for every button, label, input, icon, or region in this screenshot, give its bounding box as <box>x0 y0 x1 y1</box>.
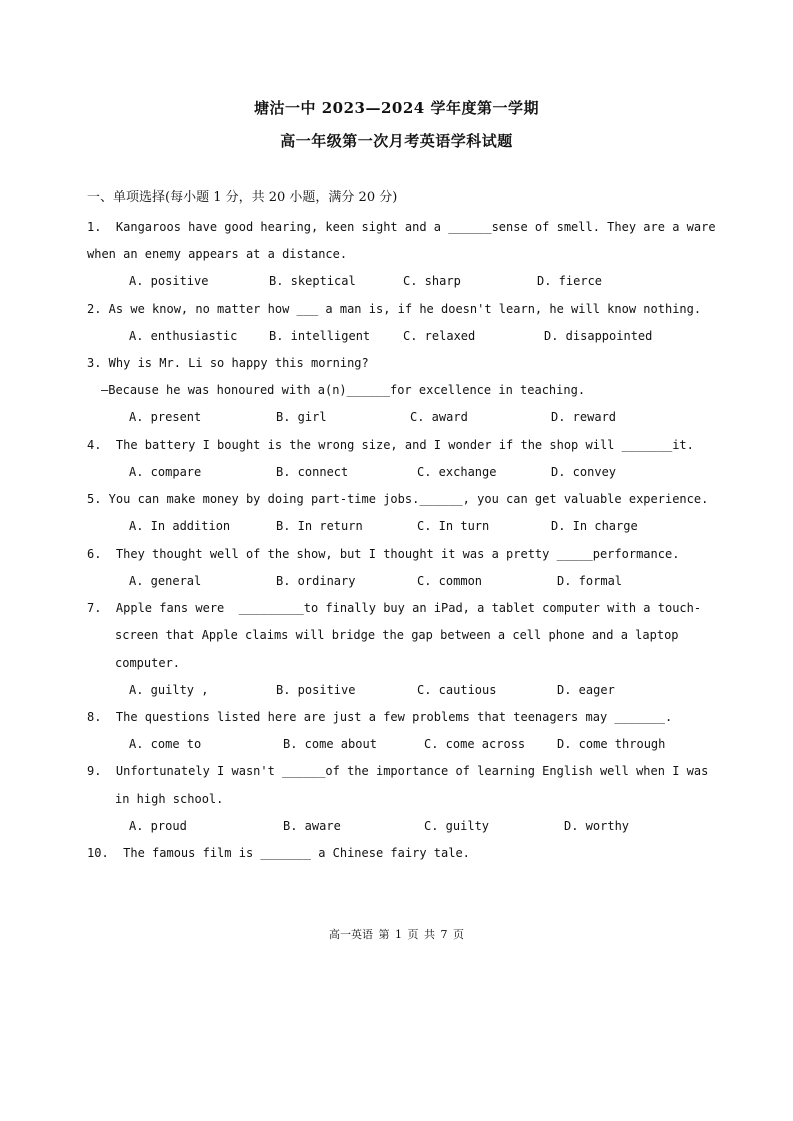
question-2-option-b[interactable]: B. intelligent <box>269 329 371 343</box>
question-6-option-c[interactable]: C. common <box>417 574 483 588</box>
question-3-option-c[interactable]: C. award <box>410 410 468 424</box>
question-1-option-d[interactable]: D. fierce <box>537 274 603 288</box>
question-5-line-1: 5. You can make money by doing part-time jobs.______, you can get valuable experience. <box>87 492 709 506</box>
page-footer: 高一英语 第 1 页 共 7 页 <box>329 928 464 941</box>
question-7-option-a[interactable]: A. guilty , <box>129 683 209 697</box>
question-8-line-1: 8. The questions listed here are just a few problems that teenagers may _______. <box>87 710 673 724</box>
question-7-option-c[interactable]: C. cautious <box>417 683 497 697</box>
question-4-option-c[interactable]: C. exchange <box>417 465 497 479</box>
question-1-option-a[interactable]: A. positive <box>129 274 209 288</box>
question-8-option-c[interactable]: C. come across <box>424 737 526 751</box>
question-7-line-3: computer. <box>115 656 181 670</box>
section-heading: 一、单项选择(每小题 1 分，共 20 小题，满分 20 分) <box>87 190 398 205</box>
question-2-line-1: 2. As we know, no matter how ___ a man is, if he doesn't learn, he will know nothing. <box>87 302 702 316</box>
question-8-option-b[interactable]: B. come about <box>283 737 377 751</box>
question-5-option-a[interactable]: A. In addition <box>129 519 231 533</box>
question-3-line-1: 3. Why is Mr. Li so happy this morning? <box>87 356 369 370</box>
question-5-option-b[interactable]: B. In return <box>276 519 363 533</box>
question-9-option-c[interactable]: C. guilty <box>424 819 490 833</box>
question-2-option-a[interactable]: A. enthusiastic <box>129 329 238 343</box>
question-9-line-1: 9. Unfortunately I wasn't ______of the importance of learning English well when I was <box>87 764 709 778</box>
question-10-line-1: 10. The famous film is _______ a Chinese fairy tale. <box>87 846 470 860</box>
question-6-option-a[interactable]: A. general <box>129 574 202 588</box>
question-3-option-d[interactable]: D. reward <box>551 410 617 424</box>
question-7-option-b[interactable]: B. positive <box>276 683 356 697</box>
question-7-line-1: 7. Apple fans were _________to finally buy an iPad, a tablet computer with a touch- <box>87 601 702 615</box>
question-3-option-b[interactable]: B. girl <box>276 410 327 424</box>
question-5-option-d[interactable]: D. In charge <box>551 519 638 533</box>
question-9-option-a[interactable]: A. proud <box>129 819 187 833</box>
question-4-option-a[interactable]: A. compare <box>129 465 202 479</box>
question-5-option-c[interactable]: C. In turn <box>417 519 490 533</box>
question-1-line-2: when an enemy appears at a distance. <box>87 247 348 261</box>
question-1-line-1: 1. Kangaroos have good hearing, keen sight and a ______sense of smell. They are a ware <box>87 220 716 234</box>
question-2-option-d[interactable]: D. disappointed <box>544 329 653 343</box>
question-4-option-d[interactable]: D. convey <box>551 465 617 479</box>
document-subtitle: 高一年级第一次月考英语学科试题 <box>280 132 513 150</box>
question-6-option-b[interactable]: B. ordinary <box>276 574 356 588</box>
question-7-option-d[interactable]: D. eager <box>557 683 615 697</box>
document-title: 塘沽一中 2023—2024 学年度第一学期 <box>254 99 539 117</box>
question-9-line-2: in high school. <box>115 792 224 806</box>
question-9-option-d[interactable]: D. worthy <box>564 819 630 833</box>
question-4-line-1: 4. The battery I bought is the wrong size, and I wonder if the shop will _______it. <box>87 438 694 452</box>
question-6-line-1: 6. They thought well of the show, but I thought it was a pretty _____performance. <box>87 547 680 561</box>
question-3-line-2: —Because he was honoured with a(n)______for excellence in teaching. <box>101 383 586 397</box>
question-1-option-c[interactable]: C. sharp <box>403 274 461 288</box>
question-8-option-d[interactable]: D. come through <box>557 737 666 751</box>
question-8-option-a[interactable]: A. come to <box>129 737 202 751</box>
question-4-option-b[interactable]: B. connect <box>276 465 349 479</box>
question-7-line-2: screen that Apple claims will bridge the gap between a cell phone and a laptop <box>115 628 679 642</box>
question-3-option-a[interactable]: A. present <box>129 410 202 424</box>
question-6-option-d[interactable]: D. formal <box>557 574 623 588</box>
question-9-option-b[interactable]: B. aware <box>283 819 341 833</box>
question-1-option-b[interactable]: B. skeptical <box>269 274 356 288</box>
question-2-option-c[interactable]: C. relaxed <box>403 329 476 343</box>
